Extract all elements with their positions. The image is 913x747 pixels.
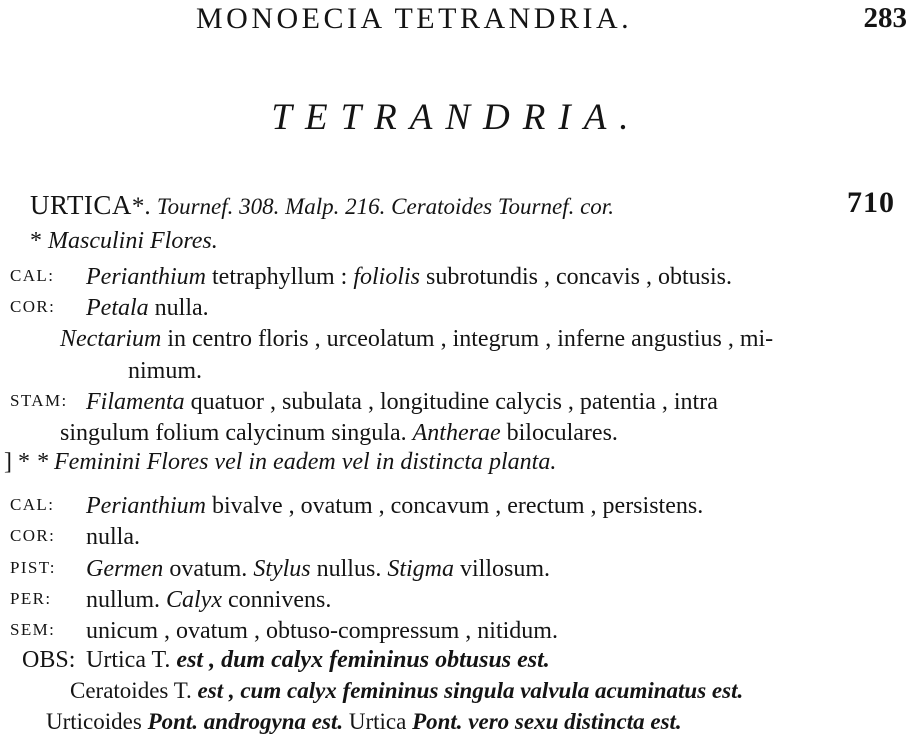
section-male-text: Masculini Flores. [48,228,218,254]
character-term: Perianthium [86,264,206,290]
character-text-2: connivens. [222,586,332,613]
nectarium-term: Nectarium [60,326,162,353]
asterisk-icon: * [12,449,36,476]
character-text-2: nullus. [310,555,388,582]
character-text: quatuor , subulata , longitudine calycis , patentia , intra [184,388,718,415]
character-tag: STAM: [10,390,68,410]
character-text: bivalve , ovatum , concavum , erectum , persistens. [206,493,704,520]
character-tag: SEM: [10,619,56,639]
character-tag: PER: [10,588,52,608]
running-head-title: MONOECIA TETRANDRIA. [196,2,633,35]
character-term: Filamenta [86,388,185,415]
bracket-marker: ] [4,449,12,476]
observation-text-3b: Pont. androgyna est. [147,709,344,735]
character-row-pist [0,554,913,585]
observation-row [0,647,913,678]
character-text: nulla. [86,524,140,551]
character-row-cal-female [0,491,913,522]
character-row-sem [0,616,913,647]
nectarium-text: in centro floris , urceolatum , integrum , inferne angustius , mi- [161,326,774,353]
nectarium-line-1 [0,324,913,355]
character-term: Petala [86,295,149,322]
nectarium-line-2: nimum. [128,357,203,384]
page-number: 283 [863,2,907,34]
anther-term: Antherae [412,419,501,446]
character-text: nulla. [148,295,209,322]
character-tag: COR: [10,297,56,317]
section-heading-female-label: * Feminini Flores vel in eadem vel in distincta planta. [36,449,557,476]
section-heading-female [0,449,913,485]
stamen-text-b: biloculares. [500,419,618,446]
running-head [0,2,913,48]
order-heading: TETRANDRIA. [271,97,642,138]
character-tag: PIST: [10,557,56,577]
character-term-2: Calyx [166,586,222,613]
genus-authorities: Tournef. 308. Malp. 216. Ceratoides Tournef. cor. [156,194,614,219]
observation-text-1b: est , dum calyx femininus obtusus est. [176,647,550,674]
character-row-cor-male [0,293,913,324]
genus-asterisk: *. [131,193,151,220]
observation-text-2b: est , cum calyx femininus singula valvula acuminatus est. [197,678,744,704]
character-term-2: foliolis [353,264,420,290]
observation-row-2 [0,678,913,709]
character-tag: CAL: [10,266,55,285]
character-term: Germen [86,555,164,582]
genus-name: URTICA [30,190,132,220]
character-row-per [0,585,913,616]
character-row-cor-female [0,522,913,553]
character-term-3: Stigma [387,555,454,582]
character-row-stam [0,387,913,418]
character-row-cal-male [0,262,913,293]
character-tag: OBS: [22,647,76,674]
genus-line [0,186,913,228]
genus-entry [0,186,913,740]
character-term-2: Stylus [253,555,311,582]
section-heading-male [0,228,913,262]
observation-text-3c: Urtica [343,709,413,735]
observation-text-3d: Pont. vero sexu distincta est. [412,709,682,735]
genus-number: 710 [847,186,895,219]
asterisk-icon: * [30,228,48,254]
character-tag: COR: [10,526,56,546]
observation-text-2a: Ceratoides T. [70,678,198,704]
stamen-text-a: singulum folium calycinum singula. [60,419,413,446]
observation-text-3a: Urticoides [46,709,148,735]
character-term: Perianthium [86,493,206,520]
observation-row-3 [0,709,913,740]
character-text-3: villosum. [454,555,551,582]
observation-text-1a: Urtica T. [86,647,177,674]
stamen-line-2 [0,418,913,449]
character-text-2: subrotundis , concavis , obtusis. [420,264,732,290]
character-text: ovatum. [163,555,254,582]
character-text: unicum , ovatum , obtuso-compressum , nitidum. [86,617,558,644]
character-text: tetraphyllum : [206,264,354,290]
character-tag: CAL: [10,495,55,515]
character-text: nullum. [86,586,167,613]
